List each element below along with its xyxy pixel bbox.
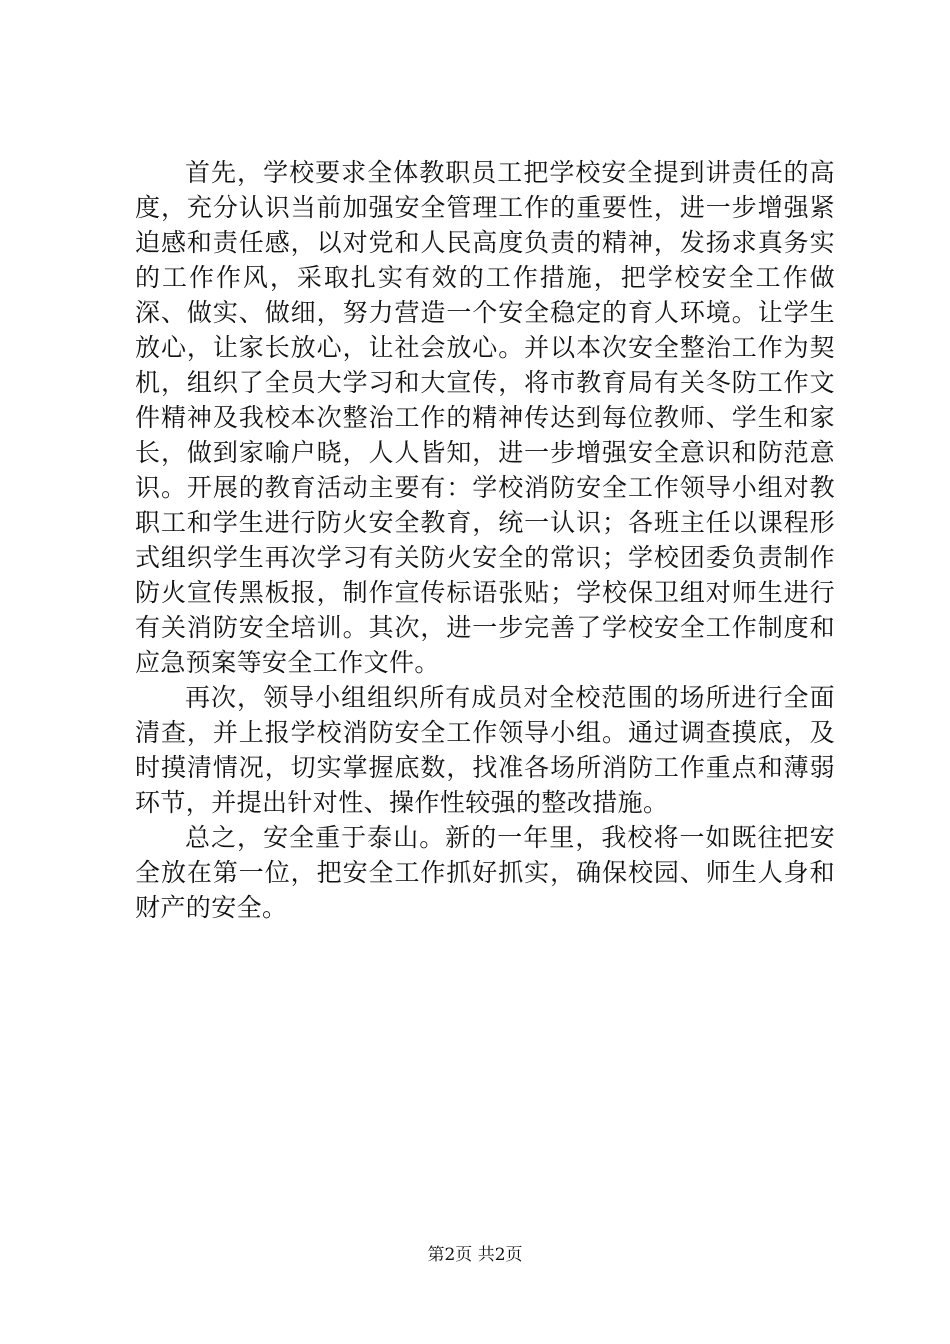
paragraph-conclusion: 总之，安全重于泰山。新的一年里，我校将一如既往把安全放在第一位，把安全工作抓好抓实，确保校园、师生人身和财产的安全。 xyxy=(135,823,835,922)
paragraph-inspection: 再次，领导小组组织所有成员对全校范围的场所进行全面清查，并上报学校消防安全工作领导小组。通过调查摸底，及时摸清情况，切实掌握底数，找准各场所消防工作重点和薄弱环节，并提出针对性、操作性较强的整改措施。 xyxy=(135,683,835,817)
paragraph-safety-education: 首先，学校要求全体教职员工把学校安全提到讲责任的高度，充分认识当前加强安全管理工作的重要性，进一步增强紧迫感和责任感，以对党和人民高度负责的精神，发扬求真务实的工作作风，采取扎实有效的工作措施，把学校安全工作做深、做实、做细，努力营造一个安全稳定的育人环境。让学生放心，让家长放心，让社会放心。并以本次安全整治工作为契机，组织了全员大学习和大宣传，将市教育局有关冬防工作文件精神及我校本次整治工作的精神传达到每位教师、学生和家长，做到家喻户晓，人人皆知，进一步增强安全意识和防范意识。开展的教育活动主要有：学校消防安全工作领导小组对教职工和学生进行防火安全教育，统一认识；各班主任以课程形式组织学生再次学习有关防火安全的常识；学校团委负责制作防火宣传黑板报，制作宣传标语张贴；学校保卫组对师生进行有关消防安全培训。其次，进一步完善了学校安全工作制度和应急预案等安全工作文件。 xyxy=(135,158,835,677)
document-body xyxy=(135,155,835,925)
page-number-footer: 第2页 共2页 xyxy=(427,1245,523,1265)
